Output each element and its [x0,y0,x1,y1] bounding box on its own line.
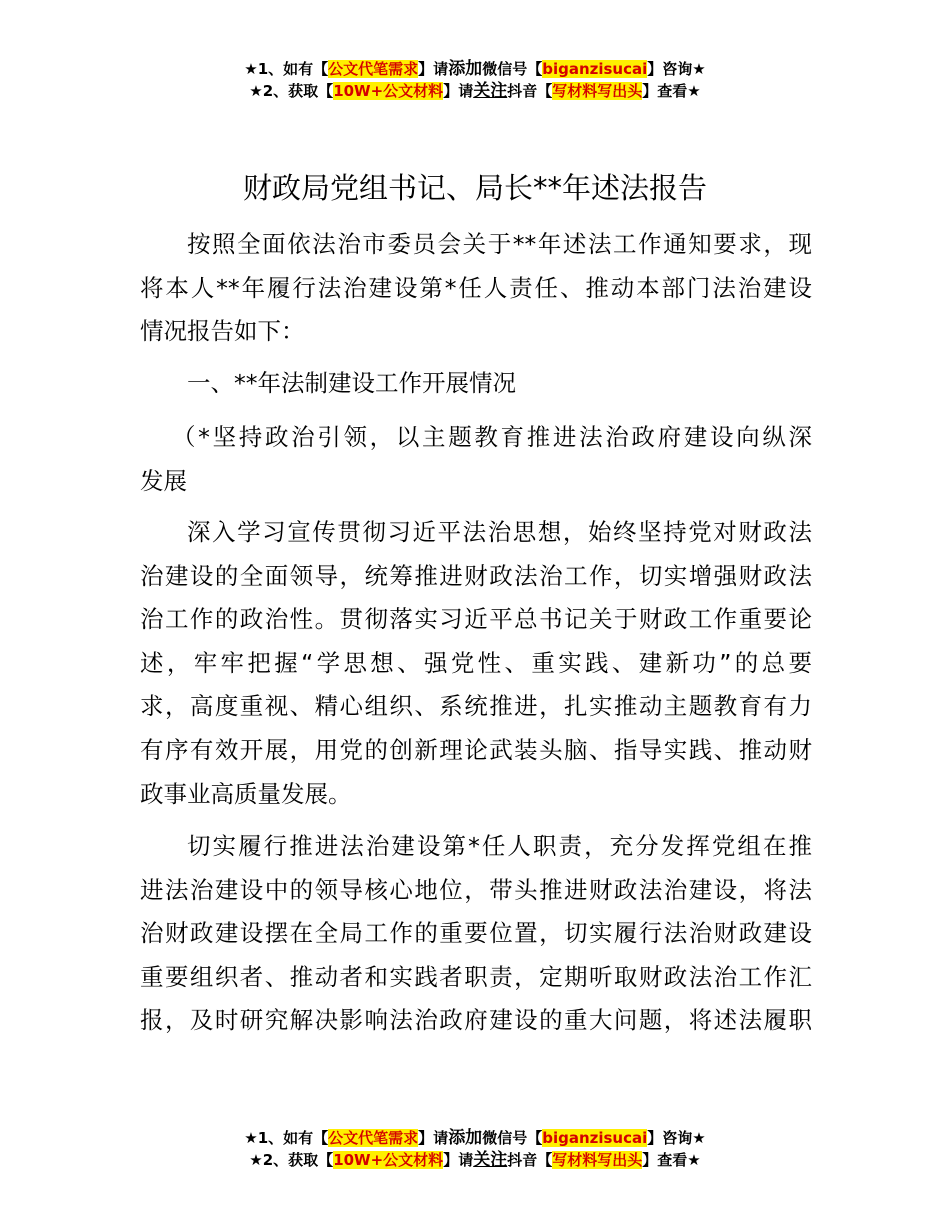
heading-line: （*坚持政治引领，以主题教育推进法治政府建设向纵深 [172,423,812,451]
banner-text: ★1、如有【 [244,1129,329,1147]
banner-text: ★2、获取【 [249,1151,334,1169]
body-line: 深入学习宣传贯彻习近平法治思想，始终坚持党对财政法 [187,518,812,546]
subsection-heading [140,416,812,503]
section-heading [140,362,812,406]
banner-line-1 [0,1127,950,1149]
banner-highlight: 公文代笔需求 [328,1129,419,1147]
banner-highlight: 10W+公文材料 [333,1151,444,1169]
body-line: 述，牢牢把握“学思想、强党性、重实践、建新功”的总要 [140,648,812,677]
body-line: 将本人**年履行法治建设第*任人责任、推动本部门法治建设 [140,273,812,302]
banner-highlight: 公文代笔需求 [328,60,419,78]
body-line: 进法治建设中的领导核心地位，带头推进财政法治建设，将法 [140,875,812,904]
banner-line-2 [0,80,950,102]
banner-highlight: 写材料写出头 [552,82,643,100]
heading-line: 发展 [140,466,187,495]
body-line: 政事业高质量发展。 [140,779,352,808]
body-line: 治建设的全面领导，统筹推进财政法治工作，切实增强财政法 [140,561,812,590]
banner-text: 关注 [473,1150,508,1170]
banner-text: 】咨询★ [647,60,706,78]
body-line: 求，高度重视、精心组织、系统推进，扎实推动主题教育有力 [140,692,812,721]
banner-highlight: biganzisucai [542,60,648,78]
body-line: 有序有效开展，用党的创新理论武装头脑、指导实践、推动财 [140,735,812,764]
banner-highlight: biganzisucai [542,1129,648,1147]
body-line: 报，及时研究解决影响法治政府建设的重大问题，将述法履职 [140,1006,812,1035]
document-body [140,223,812,354]
body-line: 治工作的政治性。贯彻落实习近平总书记关于财政工作重要论 [140,605,812,634]
body-line: 按照全面依法治市委员会关于**年述法工作通知要求，现 [187,230,812,258]
body-line: 切实履行推进法治建设第*任人职责，充分发挥党组在推 [187,832,812,860]
banner-text: 抖音【 [507,82,553,100]
banner-text: 微信号【 [482,1129,543,1147]
banner-highlight: 10W+公文材料 [333,82,444,100]
banner-text: 抖音【 [507,1151,553,1169]
heading-line: 一、**年法制建设工作开展情况 [187,369,516,397]
banner-text: 】请 [443,1151,474,1169]
banner-text: 关注 [473,81,508,101]
banner-text: 微信号【 [482,60,543,78]
banner-text: ★1、如有【 [244,60,329,78]
document-title: 财政局党组书记、局长**年述法报告 [242,171,707,205]
banner-highlight: 写材料写出头 [552,1151,643,1169]
body-line: 重要组织者、推动者和实践者职责，定期听取财政法治工作汇 [140,962,812,991]
banner-text: ★2、获取【 [249,82,334,100]
paragraph-1 [140,511,812,816]
banner-text: 】查看★ [642,82,701,100]
banner-text: 】请 [443,82,474,100]
banner-text: 添加 [448,1128,483,1148]
body-line: 情况报告如下： [140,317,305,346]
banner-line-1 [0,58,950,80]
banner-line-2 [0,1149,950,1171]
paragraph-2 [140,825,812,1043]
body-line: 治财政建设摆在全局工作的重要位置，切实履行法治财政建设 [140,919,812,948]
footer-banner [0,1127,950,1171]
banner-text: 】请 [418,1129,449,1147]
banner-text: 】咨询★ [647,1129,706,1147]
header-banner [0,58,950,102]
banner-text: 】请 [418,60,449,78]
banner-text: 】查看★ [642,1151,701,1169]
banner-text: 添加 [448,59,483,79]
